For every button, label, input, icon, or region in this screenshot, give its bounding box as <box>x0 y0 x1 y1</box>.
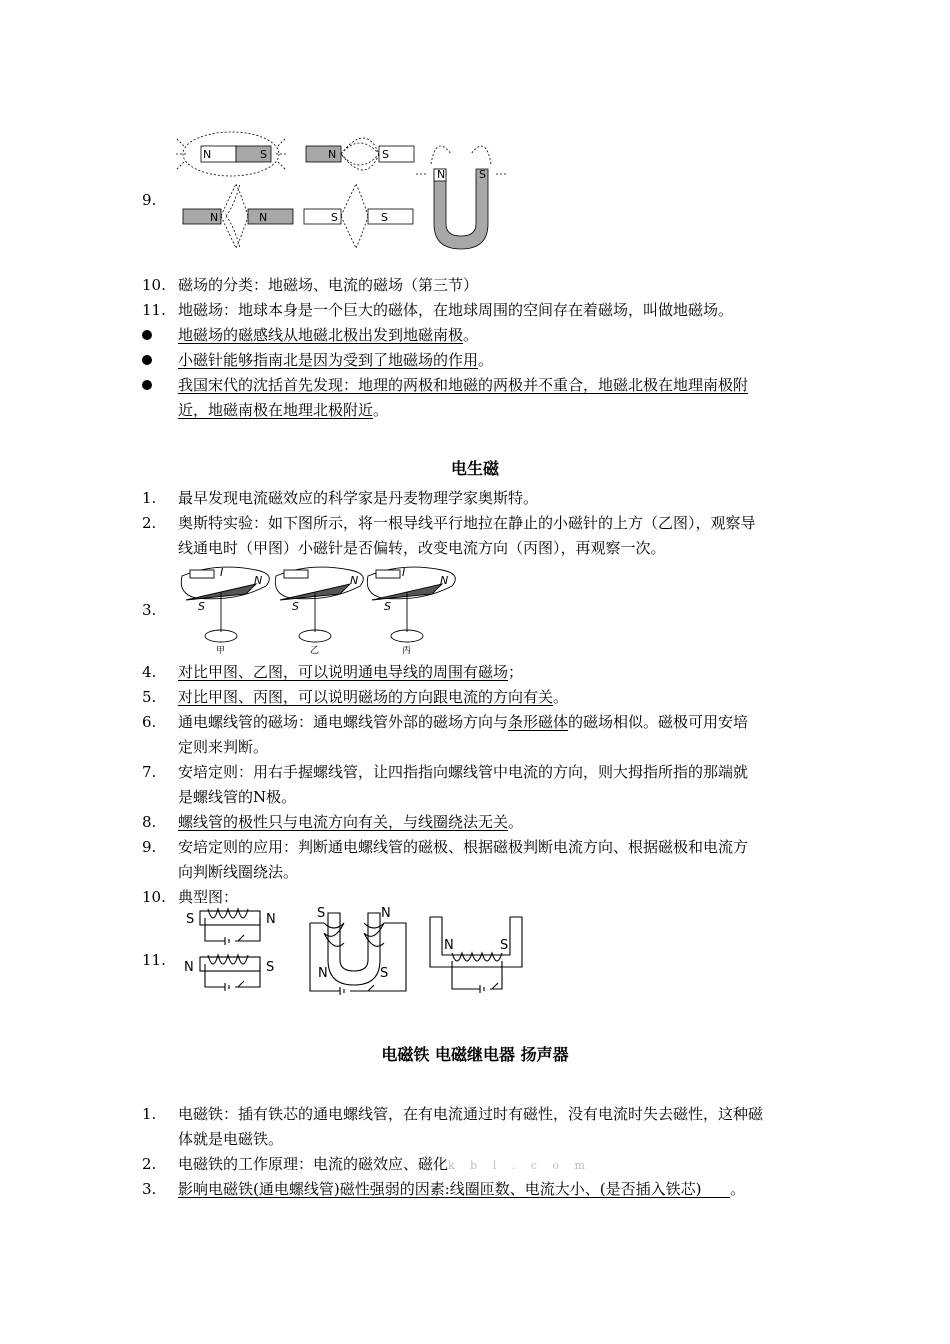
list-item-text: 磁场的分类：地磁场、电流的磁场（第三节） <box>178 276 479 294</box>
item-number: 8. <box>142 813 157 831</box>
list-item-text: 地磁场：地球本身是一个巨大的磁体，在地球周围的空间存在着磁场，叫做地磁场。 <box>178 301 734 319</box>
svg-text:N: N <box>266 912 276 927</box>
item-number: 1. <box>142 489 157 507</box>
magnetic-field-lines-figure <box>176 124 506 250</box>
list-item-text: 最早发现电流磁效应的科学家是丹麦物理学家奥斯特。 <box>178 489 539 507</box>
svg-text:N: N <box>210 211 219 224</box>
svg-text:S: S <box>384 600 391 613</box>
item-number: 9. <box>142 191 157 209</box>
list-item-text: 影响电磁铁(通电螺线管)磁性强弱的因素:线圈匝数、电流大小、(是否插入铁芯) <box>178 1180 702 1198</box>
list-item-text: 对比甲图、乙图，可以说明通电导线的周围有磁场 <box>178 663 509 681</box>
item-number: 1. <box>142 1105 157 1123</box>
svg-text:S: S <box>266 960 275 975</box>
list-item-text: 电磁铁的工作原理：电流的磁效应、磁化 <box>178 1155 449 1173</box>
svg-text:S: S <box>381 211 388 224</box>
item-number: 2. <box>142 1155 157 1173</box>
item-number: 10. <box>142 276 166 294</box>
list-item-text: 螺线管的极性只与电流方向有关，与线圈绕法无关 <box>178 813 509 831</box>
svg-text:S: S <box>260 148 267 161</box>
list-item-text-continued: 线通电时（甲图）小磁针是否偏转，改变电流方向（丙图），再观察一次。 <box>178 539 666 557</box>
bullet-icon <box>142 355 152 365</box>
svg-text:丙: 丙 <box>402 646 412 656</box>
svg-text:N: N <box>444 938 454 953</box>
list-item-text-continued: 定则来判断。 <box>178 738 269 756</box>
svg-text:N: N <box>184 960 194 975</box>
svg-text:S: S <box>382 148 389 161</box>
list-item-text: 奥斯特实验：如下图所示，将一根导线平行地拉在静止的小磁针的上方（乙图），观察导 <box>178 514 756 532</box>
item-number: 4. <box>142 663 157 681</box>
item-number: 3. <box>142 601 157 619</box>
item-number: 7. <box>142 763 157 781</box>
svg-text:N: N <box>318 966 328 981</box>
item-number: 3. <box>142 1180 157 1198</box>
svg-text:乙: 乙 <box>310 646 320 656</box>
svg-text:N: N <box>381 906 391 921</box>
svg-text:S: S <box>186 912 195 927</box>
svg-text:S: S <box>317 906 326 921</box>
item-number: 11. <box>142 951 166 969</box>
bullet-text: 我国宋代的沈括首先发现：地理的两极和地磁的两极并不重合，地磁北极在地理南极附 <box>178 376 749 394</box>
svg-text:S: S <box>479 168 486 181</box>
svg-text:N: N <box>440 574 449 587</box>
item-number: 9. <box>142 838 157 856</box>
item-number: 11. <box>142 301 166 319</box>
svg-text:I: I <box>220 566 224 579</box>
list-item-text: 典型图： <box>178 888 239 906</box>
item-number: 10. <box>142 888 166 906</box>
svg-text:N: N <box>259 211 268 224</box>
svg-text:S: S <box>500 938 509 953</box>
section-title: 电生磁 <box>450 459 499 478</box>
bullet-text-continued: 近，地磁南极在地理北极附近 <box>178 401 374 419</box>
list-item-text-continued: 是螺线管的N极。 <box>178 788 297 806</box>
watermark-text: k b l . c o m <box>448 1159 591 1172</box>
list-item-text: 安培定则：用右手握螺线管，让四指指向螺线管中电流的方向，则大拇指所指的那端就 <box>178 763 749 781</box>
svg-text:N: N <box>437 168 446 181</box>
list-item-text: 通电螺线管的磁场：通电螺线管外部的磁场方向与 <box>178 713 509 731</box>
svg-text:S: S <box>380 966 389 981</box>
bullet-icon <box>142 380 152 390</box>
bullet-icon <box>142 330 152 340</box>
svg-text:甲: 甲 <box>216 646 226 656</box>
svg-text:I: I <box>402 566 406 579</box>
svg-text:S: S <box>292 600 299 613</box>
list-item-text: 电磁铁：插有铁芯的通电螺线管，在有电流通过时有磁性，没有电流时失去磁性，这种磁 <box>178 1105 764 1123</box>
solenoid-diagrams-figure <box>180 905 530 997</box>
item-number: 2. <box>142 514 157 532</box>
svg-text:N: N <box>203 148 212 161</box>
item-number: 5. <box>142 688 157 706</box>
item-number: 6. <box>142 713 157 731</box>
bullet-text: 地磁场的磁感线从地磁北极出发到地磁南极 <box>178 326 464 344</box>
bullet-text: 小磁针能够指南北是因为受到了地磁场的作用 <box>178 351 479 369</box>
svg-text:N: N <box>328 148 337 161</box>
underlined-term: 条形磁体 <box>508 713 569 731</box>
list-item-text-continued: 体就是电磁铁。 <box>178 1130 284 1148</box>
svg-text:S: S <box>331 211 338 224</box>
svg-text:N: N <box>254 574 263 587</box>
list-item-text: 安培定则的应用：判断通电螺线管的磁极、根据磁极判断电流方向、根据磁极和电流方 <box>178 838 749 856</box>
list-item-text-continued: 向判断线圈绕法。 <box>178 863 299 881</box>
oersted-experiment-figure <box>176 560 456 658</box>
svg-text:N: N <box>350 574 359 587</box>
section-title: 电磁铁 电磁继电器 扬声器 <box>381 1045 569 1064</box>
svg-text:S: S <box>198 600 205 613</box>
list-item-text: 对比甲图、丙图，可以说明磁场的方向跟电流的方向有关 <box>178 688 554 706</box>
